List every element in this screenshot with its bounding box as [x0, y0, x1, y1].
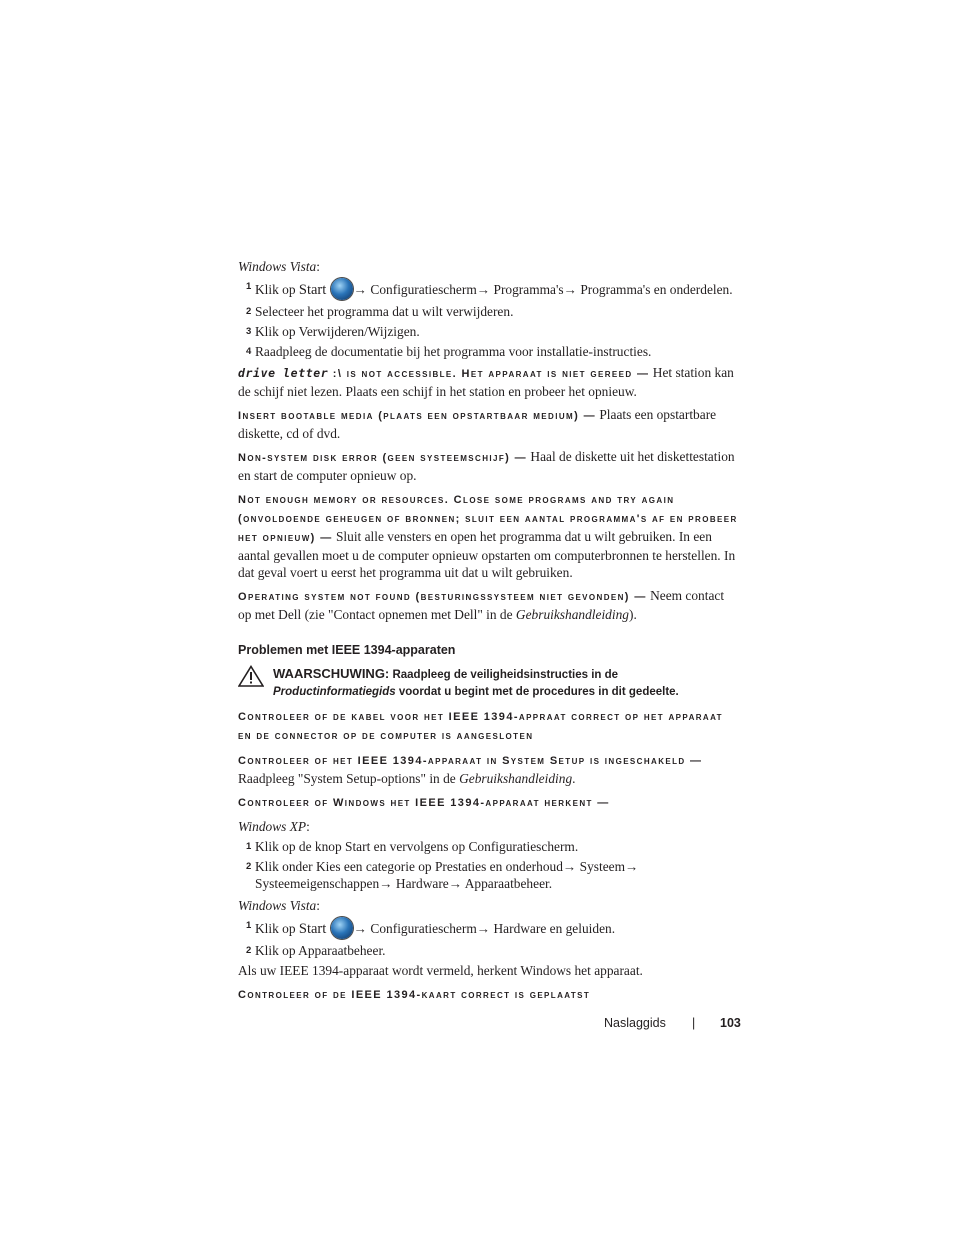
os-heading-vista: Windows Vista:: [238, 259, 320, 274]
windows-start-orb-icon: [331, 917, 353, 939]
warning-box: WAARSCHUWING: Raadpleeg de veiligheidsinstructies in de Productinformatiegids voordat u begint met de procedures in dit gedeelte.: [238, 665, 740, 701]
footer-label: Naslaggids: [604, 1016, 666, 1030]
check-windows-recognizes: Controleer of Windows het IEEE 1394-apparaat herkent —: [238, 797, 610, 809]
check-card-placed: Controleer of de IEEE 1394-kaart correct is geplaatst: [238, 989, 591, 1001]
vista2-step-2: 2 Klik op Apparaatbeheer.: [246, 943, 386, 958]
xp-step-2: 2 Klik onder Kies een categorie op Prestaties en onderhoud→ Systeem→ Systeemeigenschappen→ Hardware→ Apparaatbeheer.: [246, 859, 639, 891]
os-heading-vista-2: Windows Vista:: [238, 898, 320, 913]
os-heading-xp: Windows XP:: [238, 819, 310, 834]
footer-separator: |: [692, 1016, 696, 1030]
page-content: [238, 258, 740, 1010]
step-2: 2 Selecteer het programma dat u wilt verwijderen.: [246, 304, 514, 319]
step-4: 4 Raadpleeg de documentatie bij het programma voor installatie-instructies.: [246, 344, 652, 359]
check-cable: Controleer of de kabel voor het IEEE 1394-appraat correct op het apparaat en de connector op de computer is aangesloten: [238, 711, 723, 742]
step-1: 1 Klik op Start → Configuratiescherm→ Programma's→ Programma's en onderdelen.: [238, 278, 740, 300]
warning-triangle-icon: [238, 665, 264, 687]
error-non-system-disk: Non-system disk error (geen systeemschijf) — Haal de diskette uit het diskettestation en start de computer opnieuw op.: [238, 449, 735, 483]
section-title: Problemen met IEEE 1394-apparaten: [238, 643, 456, 657]
windows-start-orb-icon: [331, 278, 353, 300]
error-not-enough-memory: Not enough memory or resources. Close some programs and try again (onvoldoende geheugen of bronnen; sluit een aantal programma's af en probeer het opnieuw) — Sluit alle vensters en open het programma dat u wilt gebruiken. In een aantal gevallen moet u de computer opnieuw opstarten om computerbronnen te herstellen. In dat geval voert u eerst het programma uit dat u wilt gebruiken.: [238, 494, 738, 580]
recognized-note: Als uw IEEE 1394-apparaat wordt vermeld, herkent Windows het apparaat.: [238, 963, 643, 978]
step-3: 3 Klik op Verwijderen/Wijzigen.: [246, 324, 420, 339]
check-system-setup: Controleer of het IEEE 1394-apparaat in System Setup is ingeschakeld — Raadpleeg "System Setup-options" in de Gebruikshandleiding.: [238, 755, 703, 786]
error-drive-not-accessible: drive letter :\ is not accessible. Het apparaat is niet gereed — Het station kan de schijf niet lezen. Plaats een schijf in het station en probeer het opnieuw.: [238, 365, 734, 399]
vista2-step-1: 1 Klik op Start → Configuratiescherm→ Hardware en geluiden.: [238, 917, 740, 939]
xp-step-1: 1 Klik op de knop Start en vervolgens op Configuratiescherm.: [246, 839, 579, 854]
page-number: 103: [720, 1016, 741, 1030]
error-insert-bootable-media: Insert bootable media (plaats een opstartbaar medium) — Plaats een opstartbare diskette, cd of dvd.: [238, 407, 717, 441]
error-os-not-found: Operating system not found (besturingssysteem niet gevonden) — Neem contact op met Dell (zie "Contact opnemen met Dell" in de Gebruikshandleiding).: [238, 588, 725, 622]
